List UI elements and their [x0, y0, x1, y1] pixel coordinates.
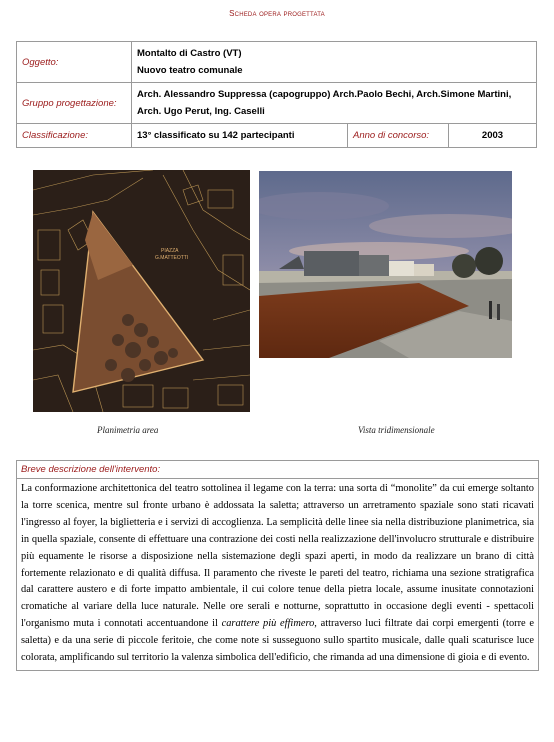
render-drawing — [259, 171, 512, 358]
oggetto-project: Nuovo teatro comunale — [137, 65, 243, 76]
description-box — [16, 460, 539, 671]
oggetto-label: Oggetto: — [17, 42, 132, 83]
plan-caption: Planimetria area — [97, 425, 159, 435]
description-text-part1: La conformazione architettonica del teatro sottolinea il legame con la terra: una sorta di “monolite” da cui emerge soltanto la torre scenica, mentre sul fronte urbano è addossata la saletta; attraverso un arretramento spaziale sono stati ricavati l'ingresso al foyer, la biglietteria e i servizi di accoglienza. La semplicità delle linee sia nella distribuzione planimetrica, sia in quella spaziale, consente di effettuare una contrazione dei costi nella realizzazione dell'involucro strutturale e distribuire più equamente le risorse a disposizione nella sistemazione degli spazi aperti, in modo da realizzare un brano di città fortemente relazionato e di qualità diffusa. Il paramento che riveste le pareti del teatro, richiama una sezione stratigrafica dal carattere austero e di forte impatto ambientale, il cui colore tenue della pietra locale, assume inusitate connotazioni cromatiche al variare della luce naturale. Nelle ore serali e notturne, soprattutto in occasione degli eventi - spettacoli l'organismo muta i connotati accentuandone il — [21, 483, 534, 630]
gruppo-value: Arch. Alessandro Suppressa (capogruppo) Arch.Paolo Bechi, Arch.Simone Martini, Arch. Ugo Perut, Ing. Caselli — [132, 83, 537, 124]
description-text-part2: , attraverso luci filtrate dai corpi emergenti (torre e saletta) e da una serie di piccole feritoie, che come note si susseguono sullo spartito musicale, dalle quali scaturisce luce colorata, amplificando sul territorio la valenza simbolica dell'edificio, che rimanda ad una dimensione di gioia e di evento. — [21, 618, 535, 664]
project-info-table — [16, 41, 537, 148]
description-text — [17, 479, 538, 670]
map-label-piazza: PIAZZA — [161, 248, 179, 254]
site-plan-drawing — [33, 170, 250, 412]
gruppo-label: Gruppo progettazione: — [17, 83, 132, 124]
site-plan-image — [33, 170, 250, 412]
classificazione-value: 13° classificato su 142 partecipanti — [132, 124, 348, 148]
classificazione-label: Classificazione: — [17, 124, 132, 148]
description-title: Breve descrizione dell'intervento: — [17, 461, 538, 479]
anno-label: Anno di concorso: — [348, 124, 449, 148]
page-header: Scheda opera progettata — [229, 9, 325, 18]
description-emphasis: carattere più effimero — [221, 618, 315, 630]
table-row — [17, 42, 537, 83]
table-row — [17, 124, 537, 148]
render-caption: Vista tridimensionale — [358, 425, 435, 435]
render-image — [259, 171, 512, 358]
anno-value: 2003 — [449, 124, 537, 148]
map-label-matteotti: G.MATTEOTTI — [155, 255, 189, 261]
table-row — [17, 83, 537, 124]
oggetto-value — [132, 42, 537, 83]
oggetto-location: Montalto di Castro (VT) — [137, 48, 242, 59]
